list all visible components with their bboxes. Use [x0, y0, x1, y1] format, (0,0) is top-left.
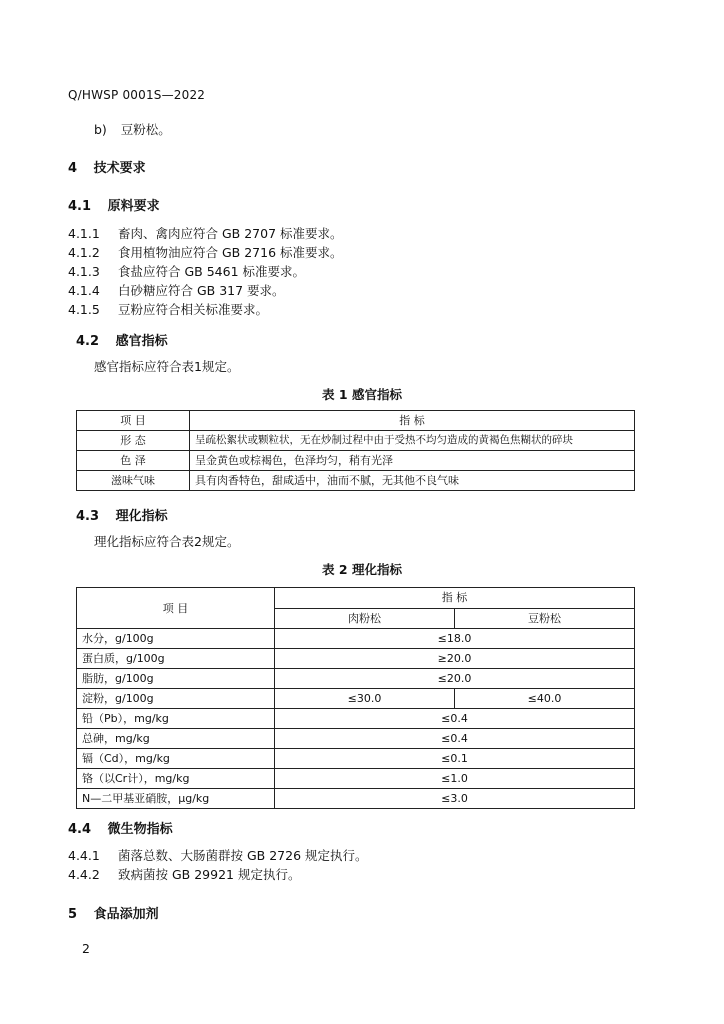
- item-cell: 总砷，mg/kg: [77, 729, 275, 749]
- item-cell: N—二甲基亚硝胺，μg/kg: [77, 789, 275, 809]
- header-cell: 指 标: [190, 411, 635, 431]
- header-cell: 指 标: [275, 588, 635, 609]
- section-title: 感官指标: [115, 334, 168, 349]
- value-cell: ≤3.0: [275, 789, 635, 809]
- page-number: 2: [82, 941, 90, 956]
- clause-text: 食用植物油应符合 GB 2716 标准要求。: [118, 245, 343, 260]
- list-item-marker: b): [94, 122, 107, 137]
- clause-text: 畜肉、禽肉应符合 GB 2707 标准要求。: [118, 226, 343, 241]
- header-cell: 肉粉松: [275, 608, 455, 629]
- clause-text: 食盐应符合 GB 5461 标准要求。: [118, 264, 305, 279]
- list-item-b: [94, 120, 171, 138]
- value-cell: ≤0.4: [275, 709, 635, 729]
- value-cell: ≤40.0: [455, 689, 635, 709]
- table-row: [77, 431, 635, 451]
- item-cell: 脂肪，g/100g: [77, 669, 275, 689]
- section-number: 4.2: [76, 334, 100, 349]
- value-cell: ≤0.1: [275, 749, 635, 769]
- table-caption: 表 1 感官指标: [322, 387, 402, 402]
- table-row: [77, 789, 635, 809]
- header-cell: 项 目: [77, 411, 190, 431]
- table-row: [77, 769, 635, 789]
- clause-4-1-5: [68, 300, 268, 318]
- table-row: [77, 709, 635, 729]
- table-row: [77, 689, 635, 709]
- table-row: [77, 471, 635, 491]
- clause-4-1-1: [68, 224, 343, 242]
- table-row: [77, 729, 635, 749]
- value-cell: ≤18.0: [275, 629, 635, 649]
- value-cell: ≤20.0: [275, 669, 635, 689]
- section-heading-4-3: [76, 505, 168, 524]
- table-header-row: [77, 411, 635, 431]
- clause-number: 4.1.1: [68, 226, 100, 241]
- clause-4-1-3: [68, 262, 305, 280]
- section-number: 4.1: [68, 199, 92, 214]
- clause-4-4-1: [68, 846, 368, 864]
- table-row: [77, 749, 635, 769]
- section-heading-4-1: [68, 195, 160, 214]
- sensory-table: [76, 410, 635, 491]
- value-cell: ≤0.4: [275, 729, 635, 749]
- section-number: 4.3: [76, 509, 100, 524]
- item-cell: 淀粉，g/100g: [77, 689, 275, 709]
- section-title: 技术要求: [93, 161, 146, 176]
- header-cell: 项 目: [77, 588, 275, 629]
- table-caption: 表 2 理化指标: [322, 562, 402, 577]
- clause-text: 豆粉应符合相关标准要求。: [118, 302, 269, 317]
- section-number: 4.4: [68, 822, 92, 837]
- value-cell: ≥20.0: [275, 649, 635, 669]
- section-title: 食品添加剂: [93, 907, 159, 922]
- document-code: Q/HWSP 0001S—2022: [68, 88, 206, 102]
- section-title: 理化指标: [115, 509, 168, 524]
- paragraph: 感官指标应符合表1规定。: [94, 359, 240, 374]
- item-cell: 蛋白质，g/100g: [77, 649, 275, 669]
- item-cell: 铅（Pb），mg/kg: [77, 709, 275, 729]
- value-cell: ≤1.0: [275, 769, 635, 789]
- table-row: [77, 669, 635, 689]
- header-cell: 豆粉松: [455, 608, 635, 629]
- value-cell: 具有肉香特色，甜咸适中，油而不腻，无其他不良气味: [190, 471, 635, 491]
- item-cell: 铬（以Cr计），mg/kg: [77, 769, 275, 789]
- item-cell: 滋味气味: [77, 471, 190, 491]
- table-header-row: [77, 588, 635, 609]
- clause-number: 4.1.3: [68, 264, 100, 279]
- clause-text: 白砂糖应符合 GB 317 要求。: [118, 283, 285, 298]
- clause-number: 4.1.4: [68, 283, 100, 298]
- clause-4-4-2: [68, 865, 300, 883]
- clause-text: 菌落总数、大肠菌群按 GB 2726 规定执行。: [118, 848, 368, 863]
- table-row: [77, 451, 635, 471]
- value-cell: 呈疏松絮状或颗粒状，无在炒制过程中由于受热不均匀造成的黄褐色焦糊状的碎块: [190, 431, 635, 451]
- table-row: [77, 629, 635, 649]
- item-cell: 色 泽: [77, 451, 190, 471]
- physicochemical-table: [76, 587, 635, 809]
- section-heading-4-4: [68, 818, 173, 837]
- value-cell: 呈金黄色或棕褐色，色泽均匀，稍有光泽: [190, 451, 635, 471]
- clause-number: 4.4.1: [68, 848, 100, 863]
- list-item-text: 豆粉松。: [120, 122, 171, 137]
- section-heading-4-2: [76, 330, 168, 349]
- clause-text: 致病菌按 GB 29921 规定执行。: [118, 867, 301, 882]
- section-number: 4: [68, 161, 78, 176]
- item-cell: 形 态: [77, 431, 190, 451]
- section-heading-5: [68, 903, 159, 922]
- item-cell: 水分，g/100g: [77, 629, 275, 649]
- paragraph: 理化指标应符合表2规定。: [94, 534, 240, 549]
- section-number: 5: [68, 907, 78, 922]
- clause-number: 4.1.2: [68, 245, 100, 260]
- clause-number: 4.1.5: [68, 302, 100, 317]
- clause-4-1-4: [68, 281, 285, 299]
- value-cell: ≤30.0: [275, 689, 455, 709]
- item-cell: 镉（Cd），mg/kg: [77, 749, 275, 769]
- clause-number: 4.4.2: [68, 867, 100, 882]
- clause-4-1-2: [68, 243, 343, 261]
- section-title: 微生物指标: [107, 822, 173, 837]
- section-title: 原料要求: [107, 199, 160, 214]
- table-row: [77, 649, 635, 669]
- section-heading-4: [68, 157, 146, 176]
